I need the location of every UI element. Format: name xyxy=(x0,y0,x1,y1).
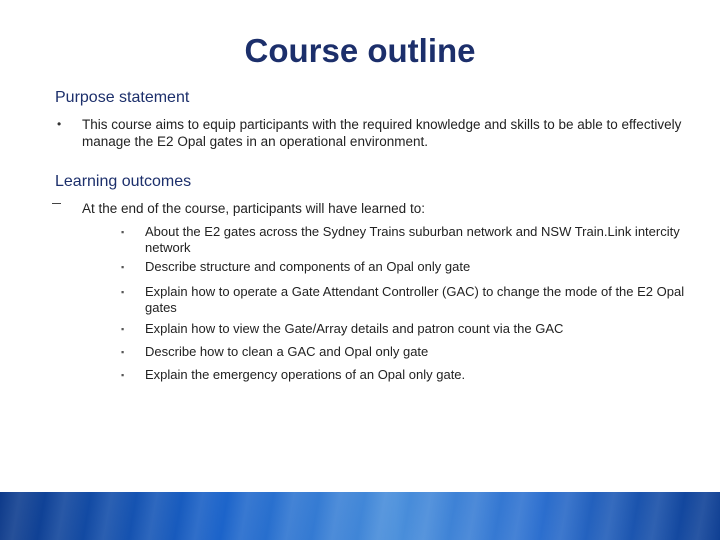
outcomes-dash xyxy=(52,203,61,204)
outcome-item: About the E2 gates across the Sydney Trains suburban network and NSW Train.Link intercity network xyxy=(145,224,680,255)
outcome-bullet: ▪ xyxy=(121,347,125,357)
outcome-item: Describe structure and components of an Opal only gate xyxy=(145,259,471,274)
outcome-item: Describe how to clean a GAC and Opal only gate xyxy=(145,344,429,359)
outcomes-heading: Learning outcomes xyxy=(55,173,192,190)
purpose-heading: Purpose statement xyxy=(55,89,190,106)
outcome-bullet: ▪ xyxy=(121,324,125,334)
outcome-bullet: ▪ xyxy=(121,262,125,272)
footer-banner xyxy=(0,492,720,540)
outcome-bullet: ▪ xyxy=(121,227,125,237)
outcome-bullet: ▪ xyxy=(121,370,125,380)
purpose-text: This course aims to equip participants with the required knowledge and skills to be able to effectively manage the E2 Opal gates in an operational environment. xyxy=(82,117,682,149)
purpose-bullet: • xyxy=(57,117,62,131)
outcome-bullet: ▪ xyxy=(121,287,125,297)
outcome-item: Explain how to operate a Gate Attendant Controller (GAC) to change the mode of the E2 Opal gates xyxy=(145,284,685,315)
outcome-item: Explain the emergency operations of an Opal only gate. xyxy=(145,367,466,382)
outcome-item: Explain how to view the Gate/Array details and patron count via the GAC xyxy=(145,321,564,336)
outcomes-intro: At the end of the course, participants will have learned to: xyxy=(82,201,425,216)
page-title: Course outline xyxy=(244,32,476,69)
